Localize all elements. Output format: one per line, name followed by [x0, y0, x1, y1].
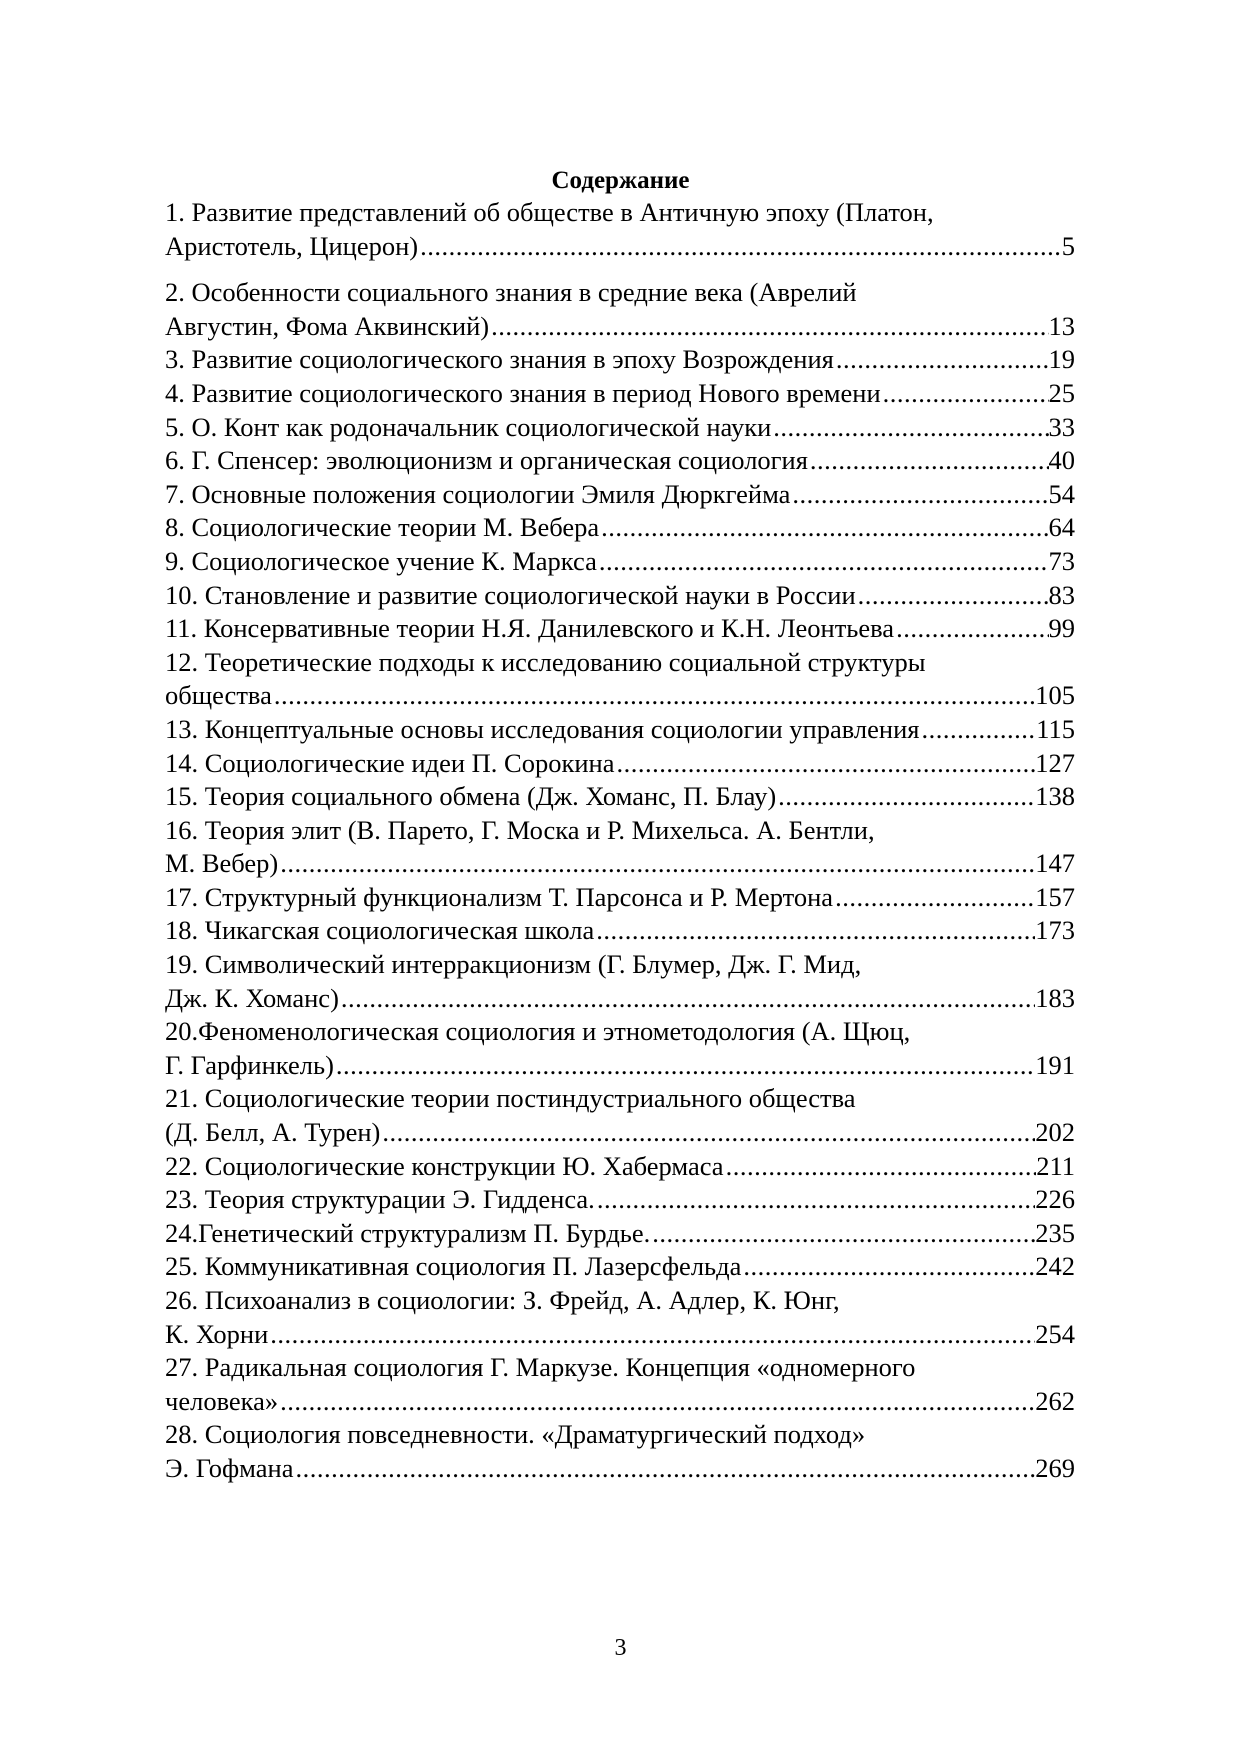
toc-line — [165, 747, 1075, 781]
dot-leader — [616, 747, 1035, 781]
toc-line — [165, 411, 1075, 445]
toc-entry — [165, 511, 1075, 545]
toc-entry-text: 1. Развитие представлений об обществе в Античную эпоху (Платон, — [165, 197, 934, 227]
toc-entry — [165, 948, 1075, 1015]
toc-entry-text: 5. О. Конт как родоначальник социологической науки — [165, 411, 772, 442]
toc-line — [165, 1284, 1075, 1318]
toc-line — [165, 1217, 1075, 1251]
toc-page-number: 157 — [1035, 881, 1075, 912]
toc-line — [165, 982, 1075, 1016]
dot-leader — [743, 1250, 1035, 1284]
toc-line — [165, 444, 1075, 478]
toc-line — [165, 1015, 1075, 1049]
toc-entry-text: М. Вебер) — [165, 848, 279, 879]
toc-entry-text: 16. Теория элит (В. Парето, Г. Моска и Р. Михельса. А. Бентли, — [165, 814, 875, 845]
toc-entry-text: 27. Радикальная социология Г. Маркузе. Концепция «одномерного — [165, 1352, 916, 1383]
toc-entry-text: Августин, Фома Аквинский) — [165, 310, 490, 341]
dot-leader — [295, 1452, 1035, 1486]
toc-line — [165, 679, 1075, 713]
toc-entry-text: Дж. К. Хоманс) — [165, 982, 339, 1013]
toc-entry-text: К. Хорни — [165, 1318, 269, 1349]
dot-leader — [599, 545, 1049, 579]
toc-line — [165, 196, 1075, 230]
toc-entry — [165, 1015, 1075, 1082]
toc-entry-text: 21. Социологические теории постиндустриального общества — [165, 1083, 856, 1114]
toc-line — [165, 914, 1075, 948]
toc-line — [165, 948, 1075, 982]
toc-line — [165, 511, 1075, 545]
dot-leader — [858, 579, 1049, 613]
toc-page-number: 183 — [1035, 982, 1075, 1013]
toc-page-number: 127 — [1035, 747, 1075, 778]
toc-entry — [165, 1351, 1075, 1418]
toc-entry — [165, 545, 1075, 579]
toc-entry — [165, 1183, 1075, 1217]
toc-entry — [165, 377, 1075, 411]
toc-page-number: 254 — [1035, 1318, 1075, 1349]
toc-line — [165, 545, 1075, 579]
dot-leader — [420, 230, 1062, 264]
toc-entry — [165, 1150, 1075, 1184]
page-number: 3 — [614, 1635, 627, 1661]
toc-entry-text: человека» — [165, 1385, 279, 1416]
toc-entry-text: 13. Концептуальные основы исследования социологии управления — [165, 713, 920, 744]
toc-page-number: 242 — [1035, 1251, 1075, 1282]
toc-line — [165, 230, 1075, 264]
toc-line — [165, 1318, 1075, 1352]
toc-entry — [165, 914, 1075, 948]
toc-entry — [165, 1217, 1075, 1251]
toc-line — [165, 1452, 1075, 1486]
toc-entry — [165, 196, 1075, 263]
toc-entry-text: 8. Социологические теории М. Вебера — [165, 512, 600, 543]
toc-entry — [165, 612, 1075, 646]
toc-line — [165, 1049, 1075, 1083]
toc-entry — [165, 276, 1075, 343]
toc-entry-text: 11. Консервативные теории Н.Я. Данилевского и К.Н. Леонтьева — [165, 613, 895, 644]
toc-line — [165, 814, 1075, 848]
toc-entry-text: (Д. Белл, А. Турен) — [165, 1117, 381, 1148]
toc-page-number: 54 — [1048, 478, 1075, 509]
toc-line — [165, 1250, 1075, 1284]
dot-leader — [836, 343, 1049, 377]
table-of-contents — [165, 196, 1075, 1486]
dot-leader — [921, 713, 1036, 747]
toc-page-number: 83 — [1048, 579, 1075, 610]
toc-page-number: 173 — [1035, 915, 1075, 946]
entry-spacer — [165, 263, 1075, 276]
toc-page-number: 269 — [1035, 1452, 1075, 1483]
toc-line — [165, 612, 1075, 646]
toc-entry — [165, 713, 1075, 747]
toc-page-number: 115 — [1036, 713, 1075, 744]
toc-line — [165, 478, 1075, 512]
toc-line — [165, 780, 1075, 814]
dot-leader — [810, 444, 1049, 478]
dot-leader — [652, 1217, 1035, 1251]
toc-entry — [165, 646, 1075, 713]
toc-line — [165, 646, 1075, 680]
toc-entry-text: 10. Становление и развитие социологической науки в России — [165, 579, 856, 610]
toc-entry-text: 12. Теоретические подходы к исследованию социальной структуры — [165, 646, 926, 677]
toc-entry-text: 2. Особенности социального знания в средние века (Аврелий — [165, 277, 857, 308]
toc-line — [165, 847, 1075, 881]
toc-line — [165, 1183, 1075, 1217]
toc-entry — [165, 1250, 1075, 1284]
toc-page-number: 105 — [1035, 680, 1075, 711]
toc-entry-text: 26. Психоанализ в социологии: З. Фрейд, А. Адлер, К. Юнг, — [165, 1285, 840, 1315]
toc-entry-text: 14. Социологические идеи П. Сорокина — [165, 747, 615, 778]
toc-entry-text: 22. Социологические конструкции Ю. Хабермаса — [165, 1150, 724, 1181]
toc-line — [165, 310, 1075, 344]
dot-leader — [274, 679, 1035, 713]
toc-entry-text: 28. Социология повседневности. «Драматургический подход» — [165, 1419, 866, 1450]
toc-entry — [165, 411, 1075, 445]
toc-entry — [165, 444, 1075, 478]
toc-entry-text: 4. Развитие социологического знания в период Нового времени — [165, 377, 881, 408]
dot-leader — [336, 1049, 1035, 1083]
toc-page-number: 73 — [1048, 545, 1075, 576]
toc-entry-text: 3. Развитие социологического знания в эпоху Возрождения — [165, 344, 834, 375]
toc-page-number: 226 — [1035, 1184, 1075, 1215]
toc-line — [165, 579, 1075, 613]
toc-page-number: 13 — [1048, 310, 1075, 341]
toc-entry — [165, 343, 1075, 377]
toc-line — [165, 881, 1075, 915]
toc-entry — [165, 1418, 1075, 1485]
toc-page-number: 25 — [1048, 377, 1075, 408]
toc-page-number: 33 — [1048, 411, 1075, 442]
toc-line — [165, 713, 1075, 747]
toc-page-number: 64 — [1048, 512, 1075, 543]
toc-page-number: 191 — [1035, 1049, 1075, 1080]
dot-leader — [270, 1318, 1035, 1352]
toc-entry-text: 20.Феноменологическая социология и этнометодология (А. Щюц, — [165, 1016, 911, 1047]
toc-entry — [165, 881, 1075, 915]
toc-entry-text: Аристотель, Цицерон) — [165, 230, 419, 261]
dot-leader — [341, 982, 1035, 1016]
toc-page-number: 147 — [1035, 848, 1075, 879]
dot-leader — [778, 780, 1035, 814]
toc-entry-text: Г. Гарфинкель) — [165, 1049, 334, 1080]
dot-leader — [726, 1150, 1037, 1184]
toc-line — [165, 1351, 1075, 1385]
toc-entry-text: 23. Теория структурации Э. Гидденса. — [165, 1184, 595, 1215]
dot-leader — [896, 612, 1048, 646]
toc-line — [165, 343, 1075, 377]
dot-leader — [491, 310, 1048, 344]
page-title: Содержание — [551, 167, 690, 194]
toc-page-number: 19 — [1048, 344, 1075, 375]
toc-entry-text: 15. Теория социального обмена (Дж. Хоманс, П. Блау) — [165, 781, 777, 812]
dot-leader — [596, 914, 1035, 948]
dot-leader — [280, 847, 1035, 881]
toc-page-number: 99 — [1048, 613, 1075, 644]
toc-entry — [165, 478, 1075, 512]
toc-page-number: 40 — [1048, 445, 1075, 476]
toc-line — [165, 1385, 1075, 1419]
toc-entry-text: 19. Символический интерракционизм (Г. Блумер, Дж. Г. Мид, — [165, 949, 862, 980]
toc-entry-text: Э. Гофмана — [165, 1452, 294, 1483]
dot-leader — [597, 1183, 1035, 1217]
dot-leader — [792, 478, 1048, 512]
toc-page-number: 235 — [1035, 1217, 1075, 1248]
dot-leader — [835, 881, 1035, 915]
toc-line — [165, 276, 1075, 310]
toc-entry — [165, 780, 1075, 814]
dot-leader — [601, 511, 1048, 545]
dot-leader — [883, 377, 1049, 411]
dot-leader — [280, 1385, 1035, 1419]
toc-line — [165, 377, 1075, 411]
toc-entry-text: 24.Генетический структурализм П. Бурдье. — [165, 1217, 651, 1248]
toc-entry — [165, 579, 1075, 613]
toc-entry — [165, 747, 1075, 781]
toc-entry-text: 7. Основные положения социологии Эмиля Дюркгейма — [165, 478, 791, 509]
toc-line — [165, 1082, 1075, 1116]
toc-entry — [165, 814, 1075, 881]
toc-entry-text: 9. Социологическое учение К. Маркса — [165, 545, 597, 576]
toc-entry-text: 6. Г. Спенсер: эволюционизм и органическая социология — [165, 445, 808, 476]
toc-entry — [165, 1284, 1075, 1351]
dot-leader — [773, 411, 1048, 445]
dot-leader — [382, 1116, 1035, 1150]
toc-entry-text: общества — [165, 680, 272, 711]
toc-line — [165, 1150, 1075, 1184]
toc-page-number: 5 — [1061, 230, 1075, 261]
toc-page-number: 138 — [1035, 781, 1075, 812]
toc-entry-text: 18. Чикагская социологическая школа — [165, 915, 595, 946]
toc-page-number: 262 — [1035, 1385, 1075, 1416]
toc-line — [165, 1116, 1075, 1150]
toc-entry — [165, 1082, 1075, 1149]
toc-page-number: 202 — [1035, 1117, 1075, 1148]
toc-page-number: 211 — [1036, 1150, 1075, 1181]
toc-entry-text: 25. Коммуникативная социология П. Лазерсфельда — [165, 1251, 742, 1282]
toc-line — [165, 1418, 1075, 1452]
toc-entry-text: 17. Структурный функционализм Т. Парсонса и Р. Мертона — [165, 881, 834, 912]
